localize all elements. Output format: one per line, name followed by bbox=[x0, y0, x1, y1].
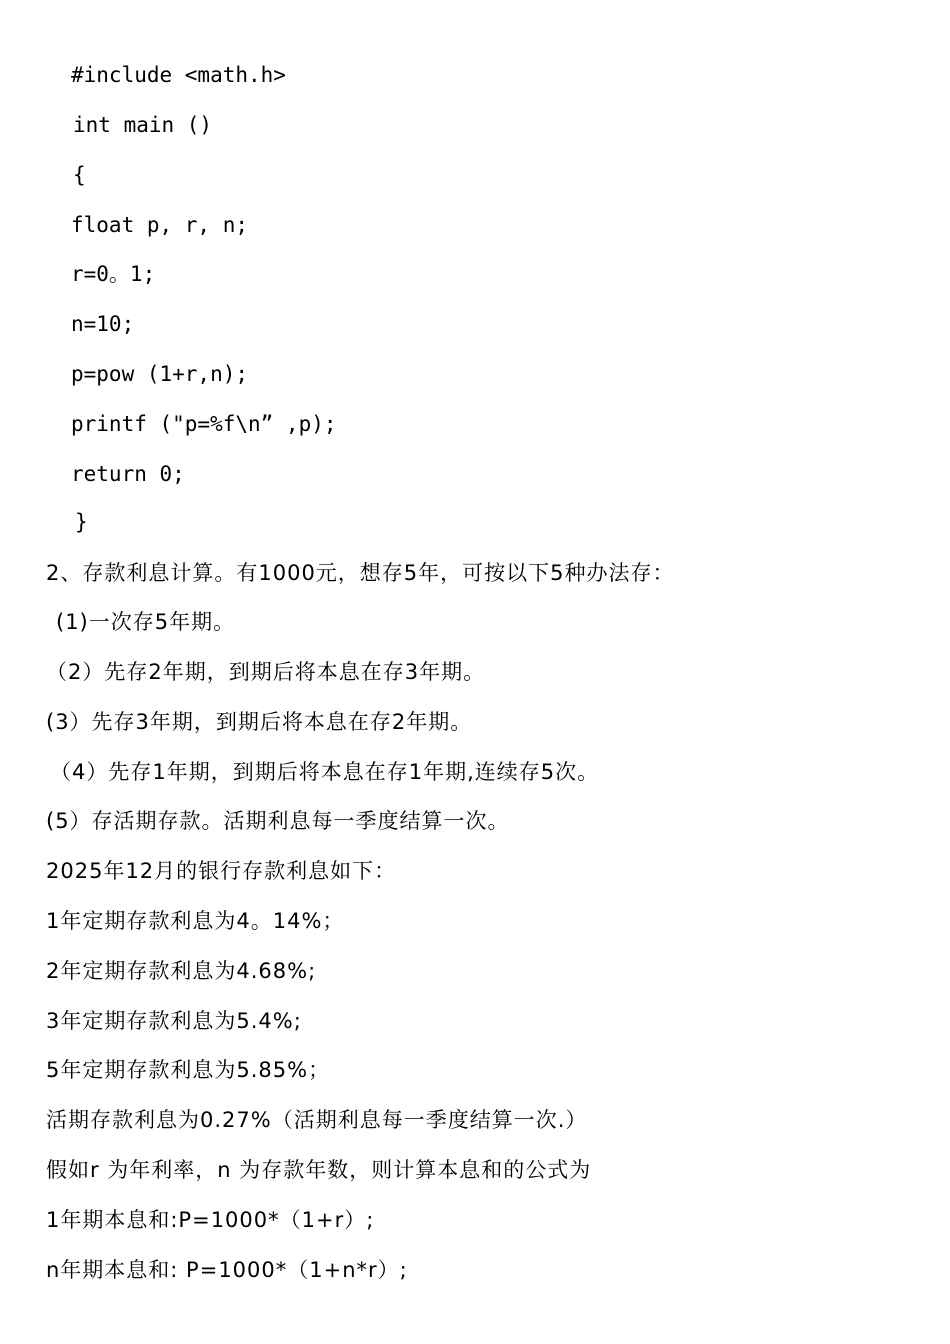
rate-1-year: 1年定期存款利息为4。14%； bbox=[46, 909, 345, 933]
option-4: （4）先存1年期，到期后将本息在存1年期,连续存5次。 bbox=[50, 760, 600, 784]
code-line-close-brace: } bbox=[75, 510, 88, 534]
code-line-declaration: float p, r, n; bbox=[71, 213, 249, 237]
code-line-assign-n: n=10; bbox=[71, 312, 135, 336]
option-5: (5）存活期存款。活期利息每一季度结算一次。 bbox=[46, 809, 510, 833]
code-line-assign-r: r=0。1; bbox=[71, 262, 156, 286]
code-line-pow: p=pow (1+r,n); bbox=[71, 362, 249, 386]
rate-5-year: 5年定期存款利息为5.85%； bbox=[46, 1058, 331, 1082]
option-1: (1)一次存5年期。 bbox=[56, 610, 236, 634]
code-line-return: return 0; bbox=[71, 462, 185, 486]
rates-intro: 2025年12月的银行存款利息如下： bbox=[46, 859, 397, 883]
code-line-include: #include <math.h> bbox=[71, 63, 286, 87]
rate-demand: 活期存款利息为0.27%（活期利息每一季度结算一次.） bbox=[46, 1108, 588, 1132]
option-2: （2）先存2年期，到期后将本息在存3年期。 bbox=[46, 660, 486, 684]
problem-heading: 2、存款利息计算。有1000元，想存5年，可按以下5种办法存： bbox=[46, 561, 675, 585]
formula-n-year: n年期本息和: P=1000*（1+n*r）; bbox=[46, 1258, 408, 1282]
formula-1-year: 1年期本息和:P=1000*（1+r）; bbox=[46, 1208, 375, 1232]
code-line-printf: printf ("p=%f\n” ,p); bbox=[71, 412, 337, 436]
formula-intro: 假如r 为年利率，n 为存款年数，则计算本息和的公式为 bbox=[46, 1158, 592, 1182]
rate-3-year: 3年定期存款利息为5.4%; bbox=[46, 1009, 302, 1033]
rate-2-year: 2年定期存款利息为4.68%; bbox=[46, 959, 317, 983]
option-3: (3）先存3年期，到期后将本息在存2年期。 bbox=[46, 710, 473, 734]
code-line-open-brace: { bbox=[73, 163, 86, 187]
code-line-main: int main () bbox=[73, 113, 213, 137]
